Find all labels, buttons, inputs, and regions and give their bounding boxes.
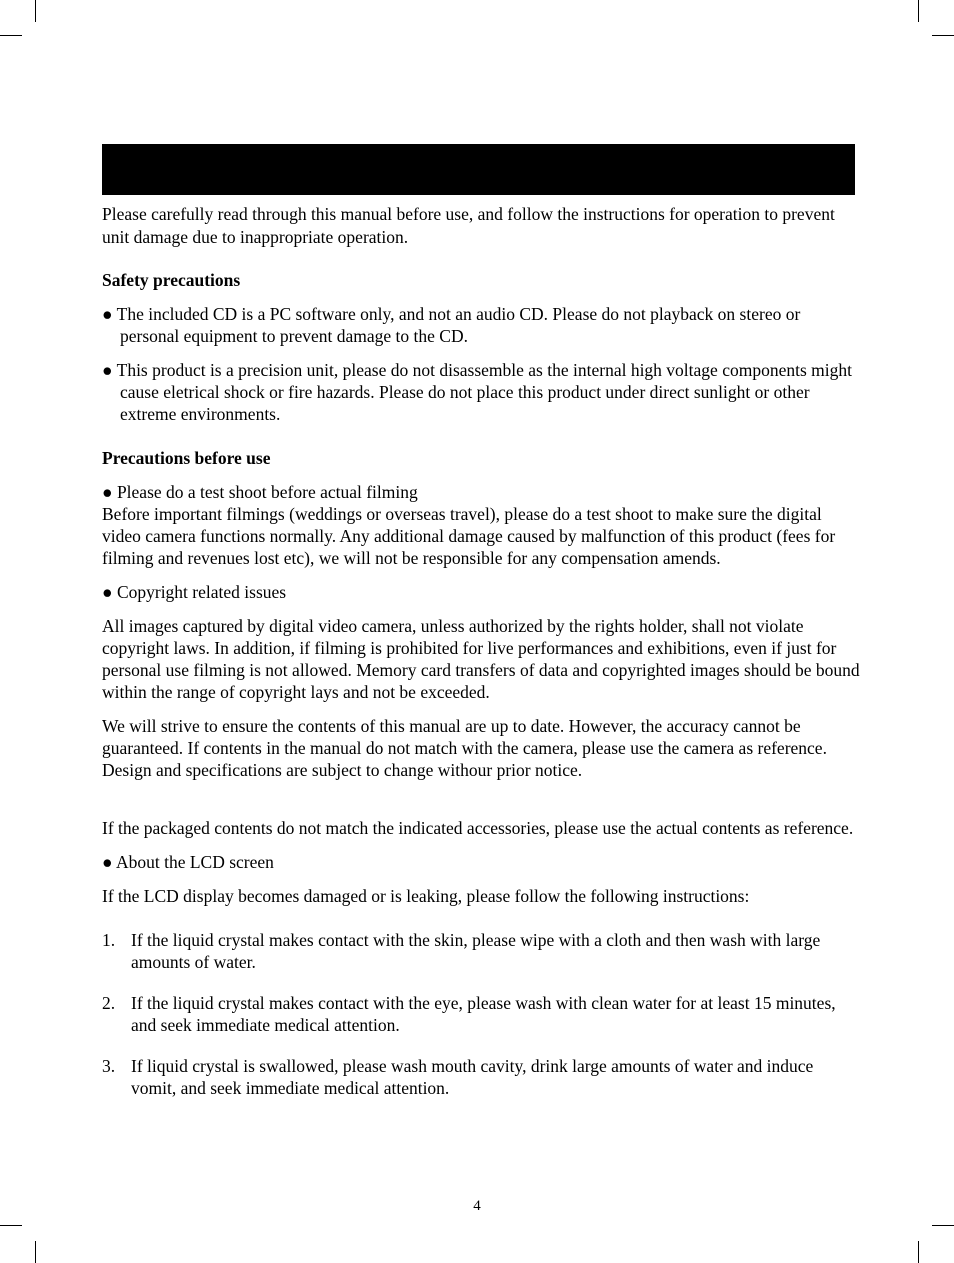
lcd-steps-list	[102, 929, 862, 1099]
lcd-paragraph: If the LCD display becomes damaged or is leaking, please follow the following instructions:	[102, 886, 750, 906]
before-use-heading: Precautions before use	[102, 448, 271, 468]
section-header-bar	[102, 144, 855, 195]
copyright-paragraph: All images captured by digital video camera, unless authorized by the rights holder, shall not violate copyright laws. In addition, if filming is prohibited for live performances and exhibitions, even if just for personal use filming is not allowed. Memory card transfers of data and copyrighted images should be bound within the range of copyright lays and not be exceeded.	[102, 616, 860, 702]
crop-mark	[932, 35, 954, 36]
test-shoot-bullet: ● Please do a test shoot before actual filming	[102, 482, 418, 502]
crop-mark	[918, 0, 919, 22]
package-paragraph: If the packaged contents do not match the indicated accessories, please use the actual contents as reference.	[102, 818, 854, 838]
lcd-bullet: ● About the LCD screen	[102, 852, 274, 872]
page-number: 4	[473, 1198, 481, 1214]
step-text: If the liquid crystal makes contact with the skin, please wipe with a cloth and then wash with large amounts of water.	[131, 930, 821, 972]
step-number: 1.	[102, 930, 116, 950]
test-shoot-paragraph: Before important filmings (weddings or overseas travel), please do a test shoot to make sure the digital video camera functions normally. Any additional damage caused by malfunction of this product (fees for filming and revenues lost etc), we will not be responsible for any compensation amends.	[102, 504, 836, 568]
manual-content	[102, 203, 862, 1118]
crop-mark	[932, 1225, 954, 1226]
safety-heading: Safety precautions	[102, 270, 241, 290]
step-number: 2.	[102, 993, 116, 1013]
safety-bullet: ● The included CD is a PC software only, and not an audio CD. Please do not playback on stereo or personal equipment to prevent damage to the CD.	[102, 304, 801, 346]
crop-mark	[0, 35, 22, 36]
step-text: If liquid crystal is swallowed, please wash mouth cavity, drink large amounts of water and induce vomit, and seek immediate medical attention.	[131, 1056, 814, 1098]
step-text: If the liquid crystal makes contact with the eye, please wash with clean water for at least 15 minutes, and seek immediate medical attention.	[131, 993, 836, 1035]
safety-bullet: ● This product is a precision unit, please do not disassemble as the internal high voltage components might cause eletrical shock or fire hazards. Please do not place this product under direct sunlight or other extreme environments.	[102, 360, 852, 424]
list-item	[102, 992, 862, 1036]
intro-paragraph: Please carefully read through this manual before use, and follow the instructions for operation to prevent unit damage due to inappropriate operation.	[102, 204, 835, 247]
copyright-bullet: ● Copyright related issues	[102, 582, 287, 602]
list-item	[102, 1055, 862, 1099]
crop-mark	[918, 1241, 919, 1263]
list-item	[102, 929, 862, 973]
crop-mark	[35, 0, 36, 22]
accuracy-paragraph: We will strive to ensure the contents of this manual are up to date. However, the accuracy cannot be guaranteed. If contents in the manual do not match with the camera, please use the camera as reference. Design and specifications are subject to change withour prior notice.	[102, 716, 827, 780]
step-number: 3.	[102, 1056, 116, 1076]
crop-mark	[35, 1241, 36, 1263]
crop-mark	[0, 1225, 22, 1226]
